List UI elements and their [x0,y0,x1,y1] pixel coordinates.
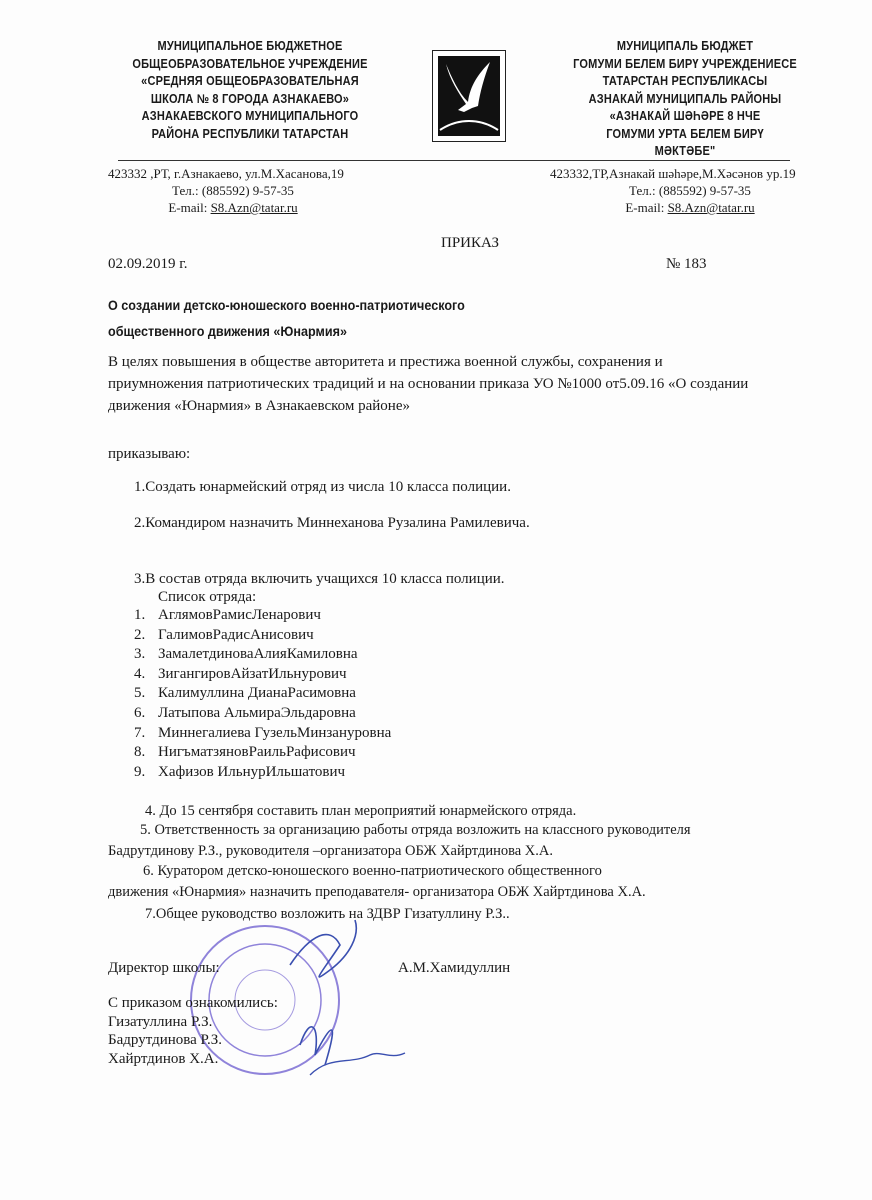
member-name: ЗамалетдиноваАлияКамиловна [158,646,358,663]
email-link[interactable]: S8.Azn@tatar.ru [210,200,298,215]
acknowledged-name: Гизатуллина Р.З. [108,1013,213,1030]
order-word: приказываю: [108,446,191,462]
phone: Тел.: (885592) 9-57-35 [172,183,294,198]
item-5-line: Бадрутдинову Р.З., руководителя –организатора ОБЖ Хайртдинова Х.А. [108,842,553,859]
list-title: Список отряда: [158,589,257,605]
header-right-line: МӘКТӘБЕ" [654,144,716,158]
order-subject [108,292,465,344]
address: 423332 ,РТ, г.Азнакаево, ул.М.Хасанова,19 [108,166,344,181]
address: 423332,ТР,Азнакай шәһәре,М.Хәсәнов ур.19 [550,166,796,181]
item-7: 7.Общее руководство возложить на ЗДВР Гизатуллину Р.З.. [145,906,510,922]
list-item [134,704,391,724]
list-item [134,606,391,626]
header-divider [118,160,790,161]
phone: Тел.: (885592) 9-57-35 [629,183,751,198]
item-6 [108,861,646,902]
item-4: 4. До 15 сентября составить план мероприятий юнармейского отряда. [145,803,577,819]
item-6-line: движения «Юнармия» назначить преподавателя- организатора ОБЖ Хайртдинова Х.А. [108,883,646,900]
member-name: Хафизов ИльнурИльшатович [158,763,346,780]
member-name: ГалимовРадисАнисович [158,626,314,643]
subject-line: общественного движения «Юнармия» [108,323,347,339]
header-right-line: ГОМУМИ УРТА БЕЛЕМ БИРҮ [606,126,764,141]
order-title: ПРИКАЗ [441,235,499,251]
header-left-line: РАЙОНА РЕСПУБЛИКИ ТАТАРСТАН [151,126,349,141]
item-6-line: 6. Куратором детско-юношеского военно-патриотического общественного [143,863,602,879]
list-item [134,645,391,665]
header-right-line: ГОМУМИ БЕЛЕМ БИРҮ УЧРЕЖДЕНИЕСЕ [573,56,797,71]
list-item [134,763,391,783]
order-date: 02.09.2019 г. [108,256,188,272]
header-right-line: «АЗНАКАЙ ШӘҺӘРЕ 8 НЧЕ [609,109,761,123]
header-left-line: АЗНАКАЕВСКОГО МУНИЦИПАЛЬНОГО [141,109,359,123]
header-right [540,38,830,161]
header-right-line: АЗНАКАЙ МУНИЦИПАЛЬ РАЙОНЫ [588,91,782,106]
list-item [134,626,391,646]
list-item [134,665,391,685]
member-name: АглямовРамисЛенарович [158,607,321,623]
list-item [134,684,391,704]
subject-line: О создании детско-юношеского военно-патриотического [108,297,465,313]
list-item [134,724,391,744]
item-number: 3. [134,646,146,663]
director-name: А.М.Хамидуллин [398,960,511,976]
member-list [134,606,391,782]
acknowledged-block [108,994,278,1068]
member-name: НигъматзяновРаильРафисович [158,744,356,761]
email-label: E-mail: [625,200,668,215]
item-number: 9. [134,763,146,780]
email-label: E-mail: [168,200,211,215]
item-number: 1. [134,607,146,623]
acknowledged-name: Хайртдинов Х.А. [108,1050,219,1067]
item-5-line: 5. Ответственность за организацию работы отряда возложить на классного руководителя [140,822,691,838]
item-number: 6. [134,704,146,721]
list-item [134,743,391,763]
signature-icon [270,915,410,1085]
left-address [108,165,358,216]
email-link[interactable]: S8.Azn@tatar.ru [667,200,755,215]
item-2: 2.Командиром назначить Миннеханова Рузалина Рамилевича. [134,515,530,531]
item-number: 7. [134,724,146,741]
header-left-line: МУНИЦИПАЛЬНОЕ БЮДЖЕТНОЕ [157,39,343,53]
acknowledged-name: Бадрутдинова Р.З. [108,1032,223,1048]
preamble [108,351,748,417]
right-address [550,165,830,216]
header-left [114,38,387,143]
item-number: 5. [134,685,146,702]
acknowledged-label: С приказом ознакомились: [108,995,278,1011]
header-right-line: ТАТАРСТАН РЕСПУБЛИКАСЫ [602,74,768,88]
item-1: 1.Создать юнармейский отряд из числа 10 класса полиции. [134,479,511,495]
item-3: 3.В состав отряда включить учащихся 10 класса полиции. [134,571,505,587]
header-left-line: «СРЕДНЯЯ ОБЩЕОБРАЗОВАТЕЛЬНАЯ [141,74,359,88]
preamble-line: приумножения патриотических традиций и на основании приказа УО №1000 от5.09.16 «О создании [108,376,749,392]
header-left-line: ОБЩЕОБРАЗОВАТЕЛЬНОЕ УЧРЕЖДЕНИЕ [132,56,368,71]
member-name: ЗигангировАйзатИльнурович [158,665,347,682]
item-number: 2. [134,626,146,643]
director-label: Директор школы: [108,960,220,976]
eagle-emblem-icon [432,50,506,142]
preamble-line: В целях повышения в обществе авторитета и престижа военной службы, сохранения и [108,354,663,370]
preamble-line: движения «Юнармия» в Азнакаевском районе» [108,398,410,414]
item-5 [108,820,691,861]
item-number: 4. [134,665,146,682]
item-number: 8. [134,744,146,761]
member-name: Миннегалиева ГузельМинзануровна [158,724,392,741]
order-number: № 183 [666,256,707,272]
header-right-line: МУНИЦИПАЛЬ БЮДЖЕТ [616,39,754,53]
member-name: Калимуллина ДианаРасимовна [158,685,356,702]
member-name: Латыпова АльмираЭльдаровна [158,704,356,721]
header-left-line: ШКОЛА № 8 ГОРОДА АЗНАКАЕВО» [150,91,350,106]
